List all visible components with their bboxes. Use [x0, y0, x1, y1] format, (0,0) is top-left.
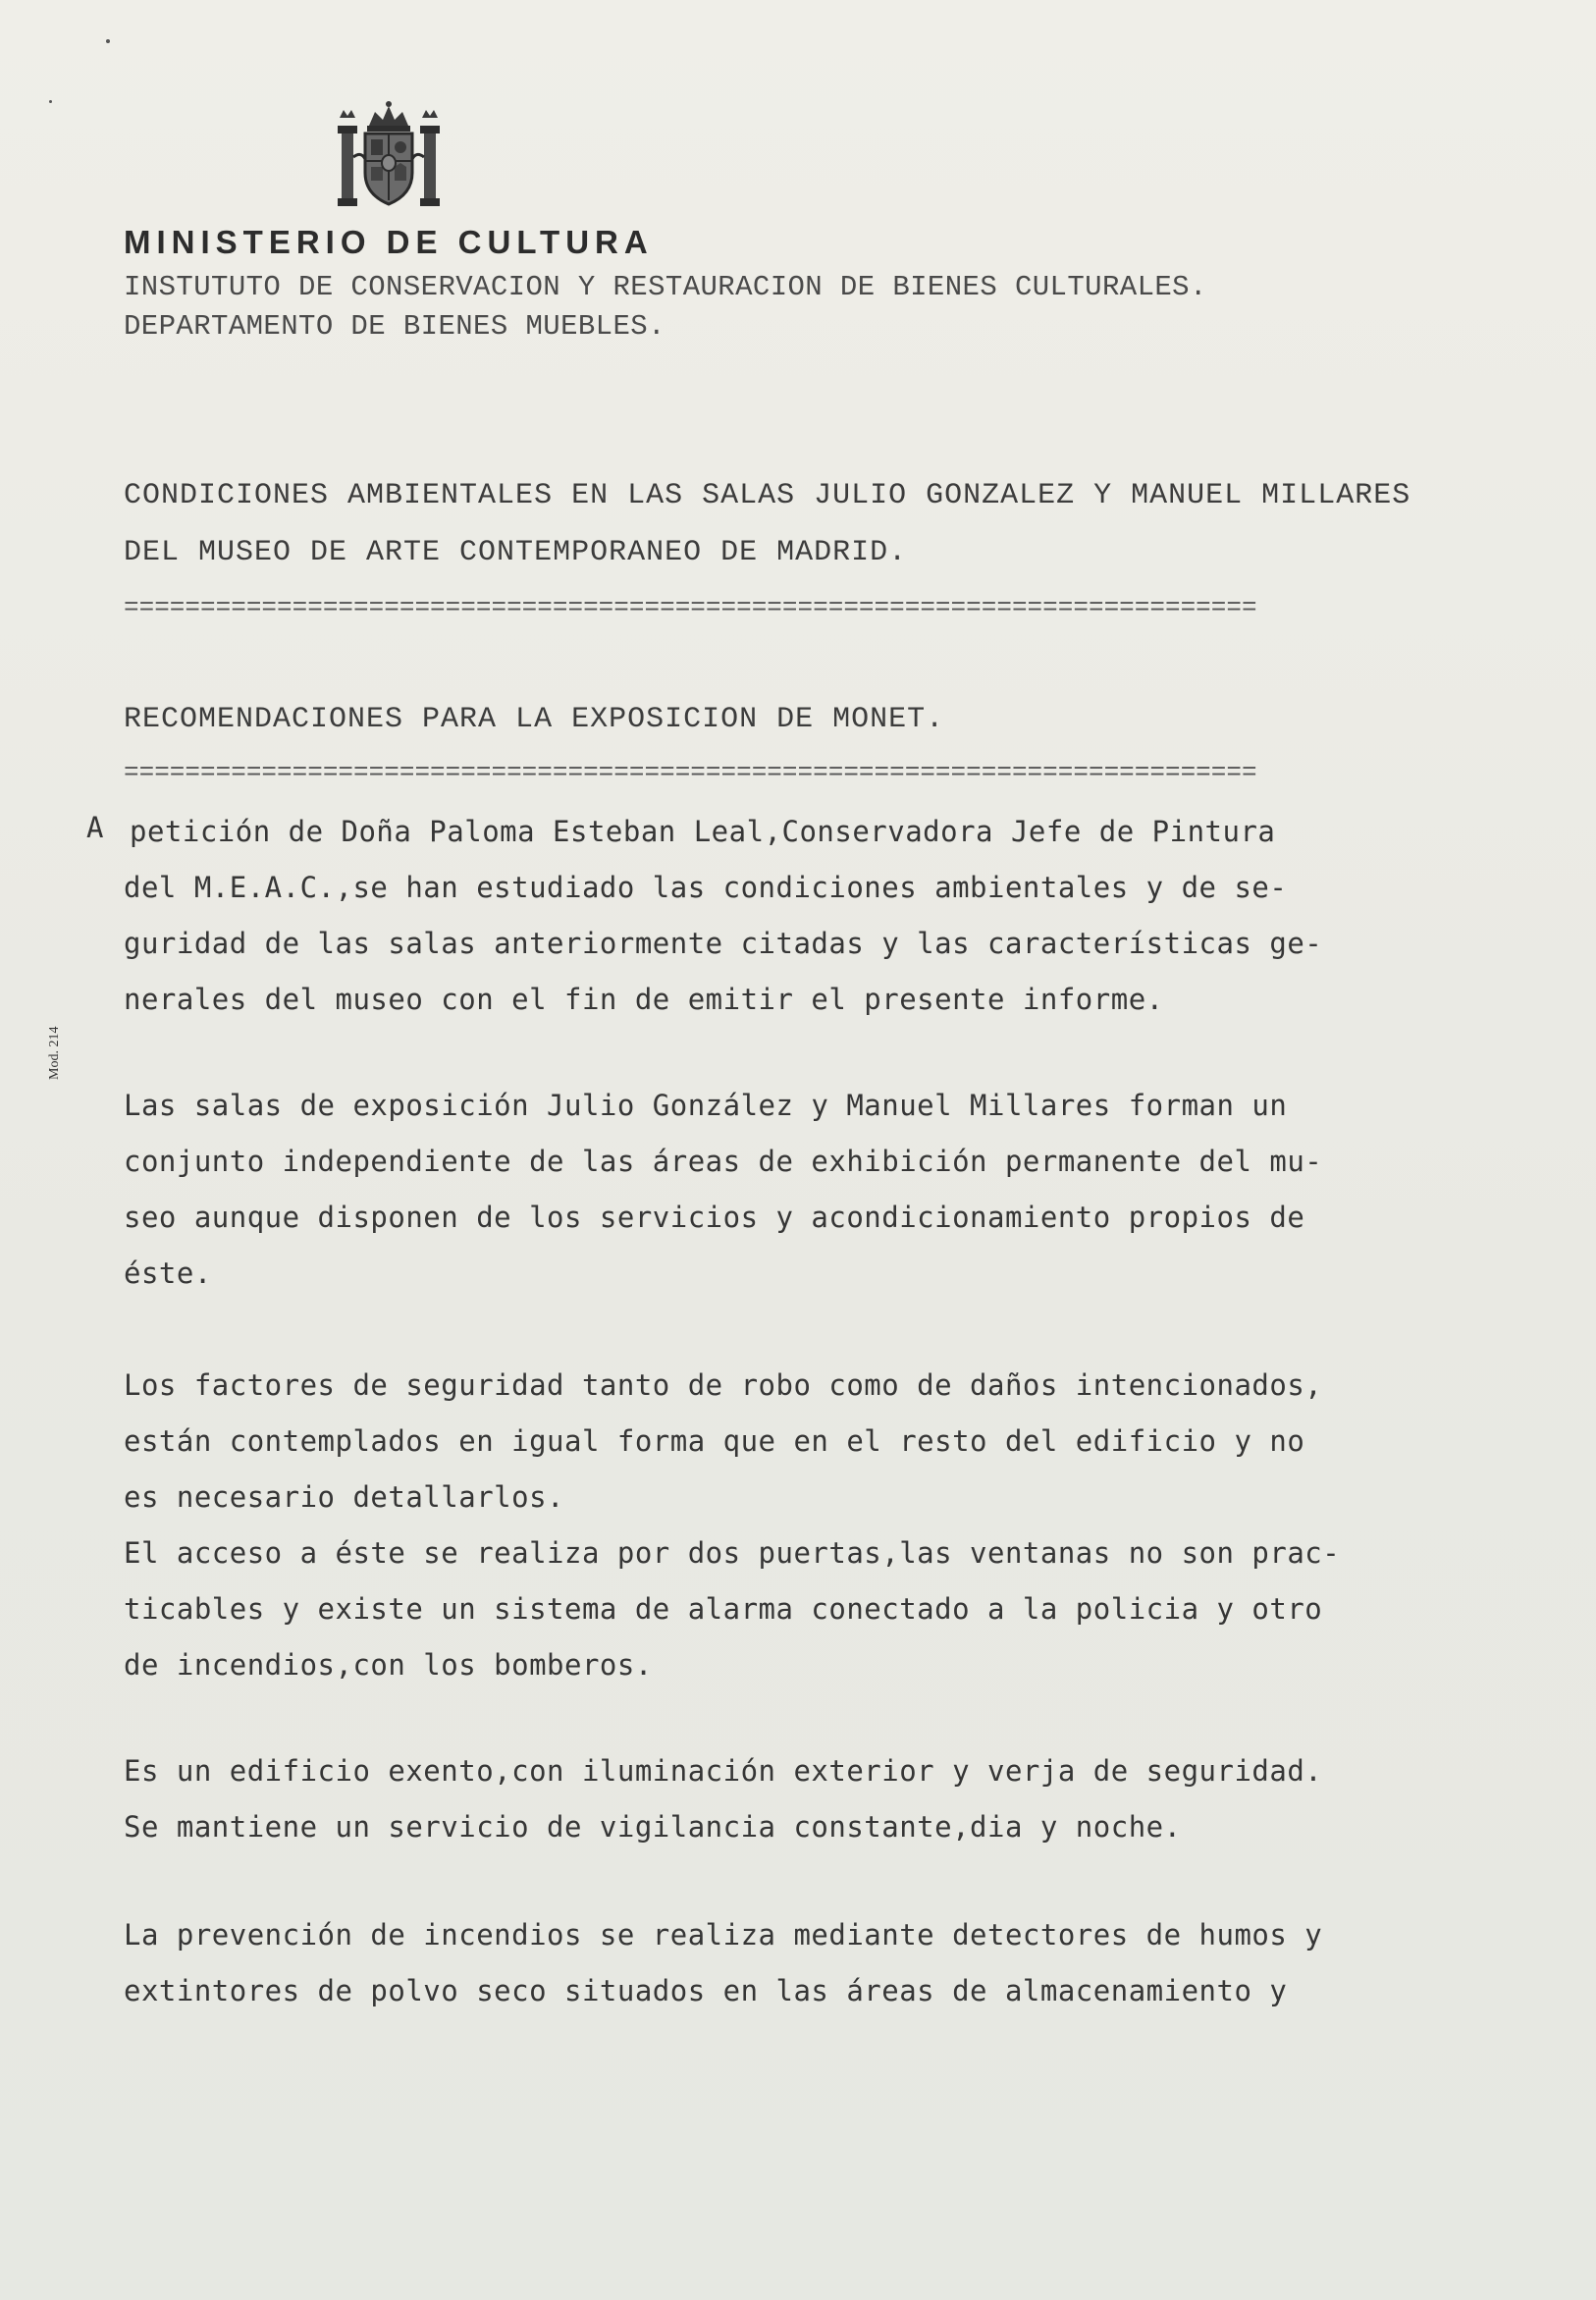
speck-mark	[49, 100, 52, 103]
title-underline: ==========================================================================	[124, 593, 1257, 622]
text-line: petición de Doña Paloma Esteban Leal,Conservadora Jefe de Pintura	[130, 815, 1276, 848]
text-line: extintores de polvo seco situados en las áreas de almacenamiento y	[124, 1974, 1288, 2007]
text-line: Los factores de seguridad tanto de robo como de daños intencionados,	[124, 1368, 1323, 1402]
text-line: conjunto independiente de las áreas de exhibición permanente del mu-	[124, 1145, 1323, 1178]
text-line: Es un edificio exento,con iluminación exterior y verja de seguridad.	[124, 1754, 1323, 1788]
report-title-line-2: DEL MUSEO DE ARTE CONTEMPORANEO DE MADRID.	[124, 536, 908, 569]
ministry-name: MINISTERIO DE CULTURA	[124, 224, 654, 260]
text-line: de incendios,con los bomberos.	[124, 1648, 653, 1682]
paragraph-security	[124, 1358, 1459, 1693]
text-line: seo aunque disponen de los servicios y acondicionamiento propios de	[124, 1201, 1305, 1234]
report-title-line-1: CONDICIONES AMBIENTALES EN LAS SALAS JULIO GONZALEZ Y MANUEL MILLARES	[124, 479, 1411, 512]
institute-name: INSTUTUTO DE CONSERVACION Y RESTAURACION DE BIENES CULTURALES.	[124, 271, 1207, 303]
report-subtitle: RECOMENDACIONES PARA LA EXPOSICION DE MONET.	[124, 703, 945, 736]
coat-of-arms-icon	[332, 98, 446, 212]
text-line: es necesario detallarlos.	[124, 1480, 564, 1514]
text-line: Las salas de exposición Julio González y Manuel Millares forman un	[124, 1089, 1288, 1122]
text-line: guridad de las salas anteriormente citadas y las características ge-	[124, 927, 1323, 960]
department-name: DEPARTAMENTO DE BIENES MUEBLES.	[124, 310, 665, 343]
speck-mark	[106, 39, 110, 43]
paragraph-building	[124, 1743, 1459, 1855]
form-code: Mod. 214	[47, 1026, 62, 1080]
subtitle-underline: ==========================================================================	[124, 758, 1257, 787]
text-line: ticables y existe un sistema de alarma conectado a la policia y otro	[124, 1592, 1323, 1626]
text-line: éste.	[124, 1257, 212, 1290]
paragraph-exhibition-rooms	[124, 1078, 1459, 1302]
text-line: El acceso a éste se realiza por dos puertas,las ventanas no son prac-	[124, 1536, 1341, 1570]
paragraph-fire-prevention	[124, 1907, 1459, 2019]
text-line: están contemplados en igual forma que en el resto del edificio y no	[124, 1424, 1305, 1458]
paragraph-request	[124, 804, 1459, 1028]
text-line: nerales del museo con el fin de emitir el presente informe.	[124, 983, 1164, 1016]
text-line: La prevención de incendios se realiza mediante detectores de humos y	[124, 1918, 1323, 1952]
text-line: del M.E.A.C.,se han estudiado las condiciones ambientales y de se-	[124, 871, 1288, 904]
margin-marker: A	[86, 811, 104, 844]
text-line: Se mantiene un servicio de vigilancia constante,dia y noche.	[124, 1810, 1182, 1844]
